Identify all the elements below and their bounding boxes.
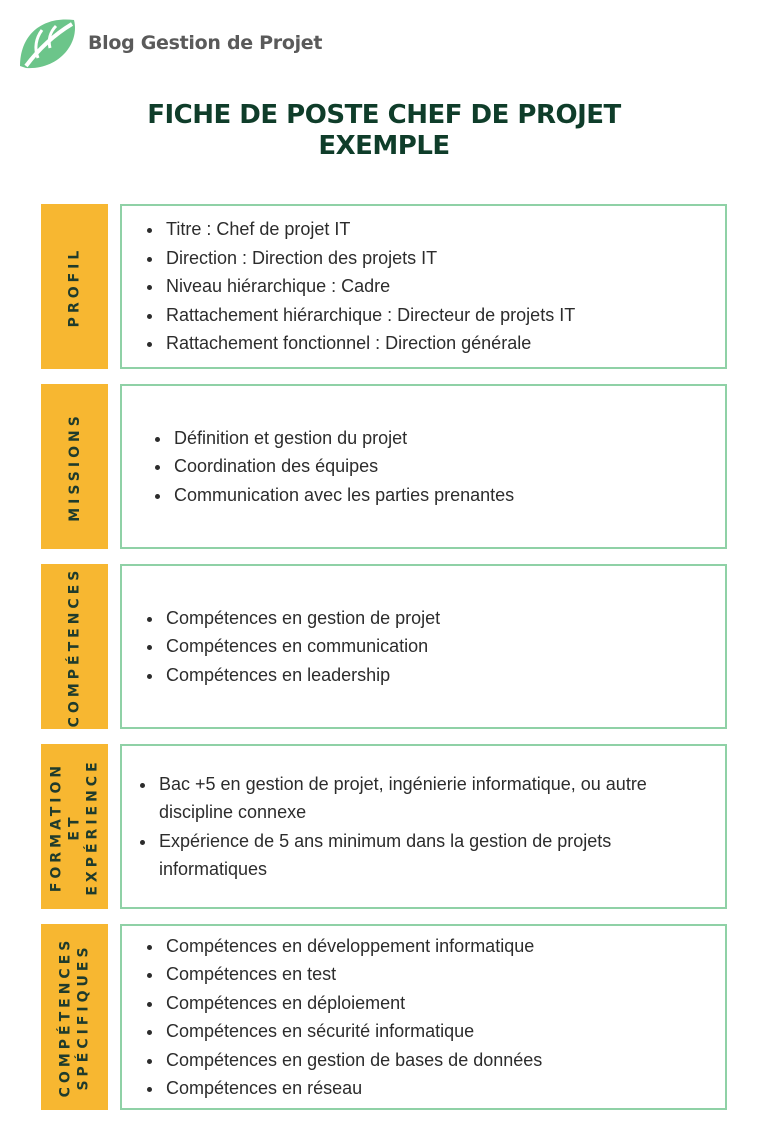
section-tab: [41, 744, 108, 909]
page-title: [0, 100, 768, 162]
section-label: COMPÉTENCES SPÉCIFIQUES: [57, 936, 92, 1098]
section-box: [120, 384, 727, 549]
section-box: [120, 924, 727, 1110]
list-item: • Rattachement fonctionnel : Direction générale: [164, 329, 575, 358]
section-competences: [41, 564, 727, 729]
list-item: • Expérience de 5 ans minimum dans la gestion de projets informatiques: [157, 827, 705, 884]
section-tab: [41, 204, 108, 369]
list-item: • Compétences en sécurité informatique: [164, 1017, 542, 1046]
list-item: • Compétences en déploiement: [164, 989, 542, 1018]
page-title-line: FICHE DE POSTE CHEF DE PROJET: [147, 100, 621, 130]
leaf-logo-icon: [18, 14, 82, 72]
list-item: • Compétences en test: [164, 960, 542, 989]
list-item: • Compétences en leadership: [164, 661, 440, 690]
list-item: • Titre : Chef de projet IT: [164, 215, 575, 244]
section-formation-experience: [41, 744, 727, 909]
list-item: • Compétences en gestion de projet: [164, 604, 440, 633]
section-tab: [41, 924, 108, 1110]
brand-name: Blog Gestion de Projet: [88, 32, 323, 54]
list-item: • Définition et gestion du projet: [172, 424, 514, 453]
list-item: • Compétences en réseau: [164, 1074, 542, 1103]
section-profil: [41, 204, 727, 369]
section-box: [120, 204, 727, 369]
section-tab: [41, 564, 108, 729]
section-box: [120, 744, 727, 909]
section-label: FORMATION ET EXPÉRIENCE: [48, 757, 101, 896]
section-box: [120, 564, 727, 729]
list-item: • Rattachement hiérarchique : Directeur de projets IT: [164, 301, 575, 330]
section-label: MISSIONS: [66, 411, 83, 522]
list-item: • Coordination des équipes: [172, 452, 514, 481]
list-item: • Bac +5 en gestion de projet, ingénierie informatique, ou autre discipline connexe: [157, 770, 705, 827]
section-label: PROFIL: [66, 246, 83, 327]
list-item: • Compétences en développement informatique: [164, 932, 542, 961]
list-item: • Compétences en gestion de bases de données: [164, 1046, 542, 1075]
section-label: COMPÉTENCES: [66, 566, 83, 727]
list-item: • Direction : Direction des projets IT: [164, 244, 575, 273]
brand[interactable]: [18, 14, 322, 72]
list-item: • Niveau hiérarchique : Cadre: [164, 272, 575, 301]
section-competences-specifiques: [41, 924, 727, 1110]
list-item: • Communication avec les parties prenantes: [172, 481, 514, 510]
section-tab: [41, 384, 108, 549]
list-item: • Compétences en communication: [164, 632, 440, 661]
section-missions: [41, 384, 727, 549]
page-title-line: EXEMPLE: [318, 131, 450, 161]
